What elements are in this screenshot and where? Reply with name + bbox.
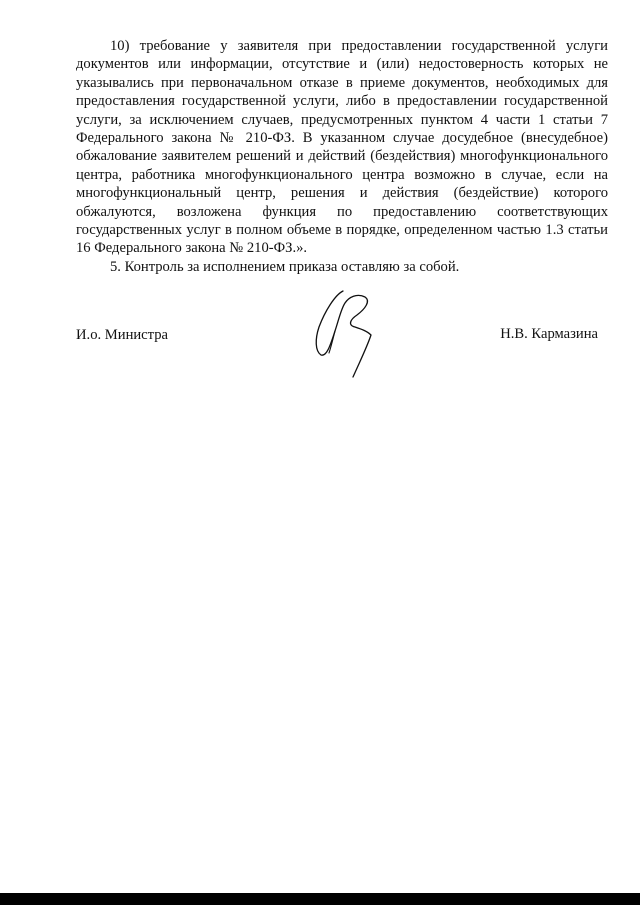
signatory-title: И.о. Министра	[76, 327, 168, 343]
paragraph-requirement-10: 10) требование у заявителя при предоставлении государственной услуги документов или информации, отсутствие и (или) недостоверность которых не указывались при первоначальном отказе в приеме документов, необходимых для предоставления государственной услуги, либо в предоставлении государственной услуги, за исключением случаев, предусмотренных пунктом 4 части 1 статьи 7 Федерального закона № 210-ФЗ. В указанном случае досудебное (внесудебное) обжалование заявителем решений и действий (бездействия) многофункционального центра, работника многофункционального центра возможно в случае, если на многофункциональный центр, решения и действия (бездействие) которого обжалуются, возложена функция по предоставлению соответствующих государственных услуг в полном объеме в порядке, определенном частью 1.3 статьи 16 Федерального закона № 210-ФЗ.».	[76, 38, 608, 257]
signatory-name: Н.В. Кармазина	[500, 326, 598, 342]
scan-bottom-border	[0, 893, 640, 905]
handwritten-signature	[305, 283, 385, 383]
paragraph-control-5: 5. Контроль за исполнением приказа оставляю за собой.	[110, 258, 460, 275]
document-body	[76, 37, 608, 276]
